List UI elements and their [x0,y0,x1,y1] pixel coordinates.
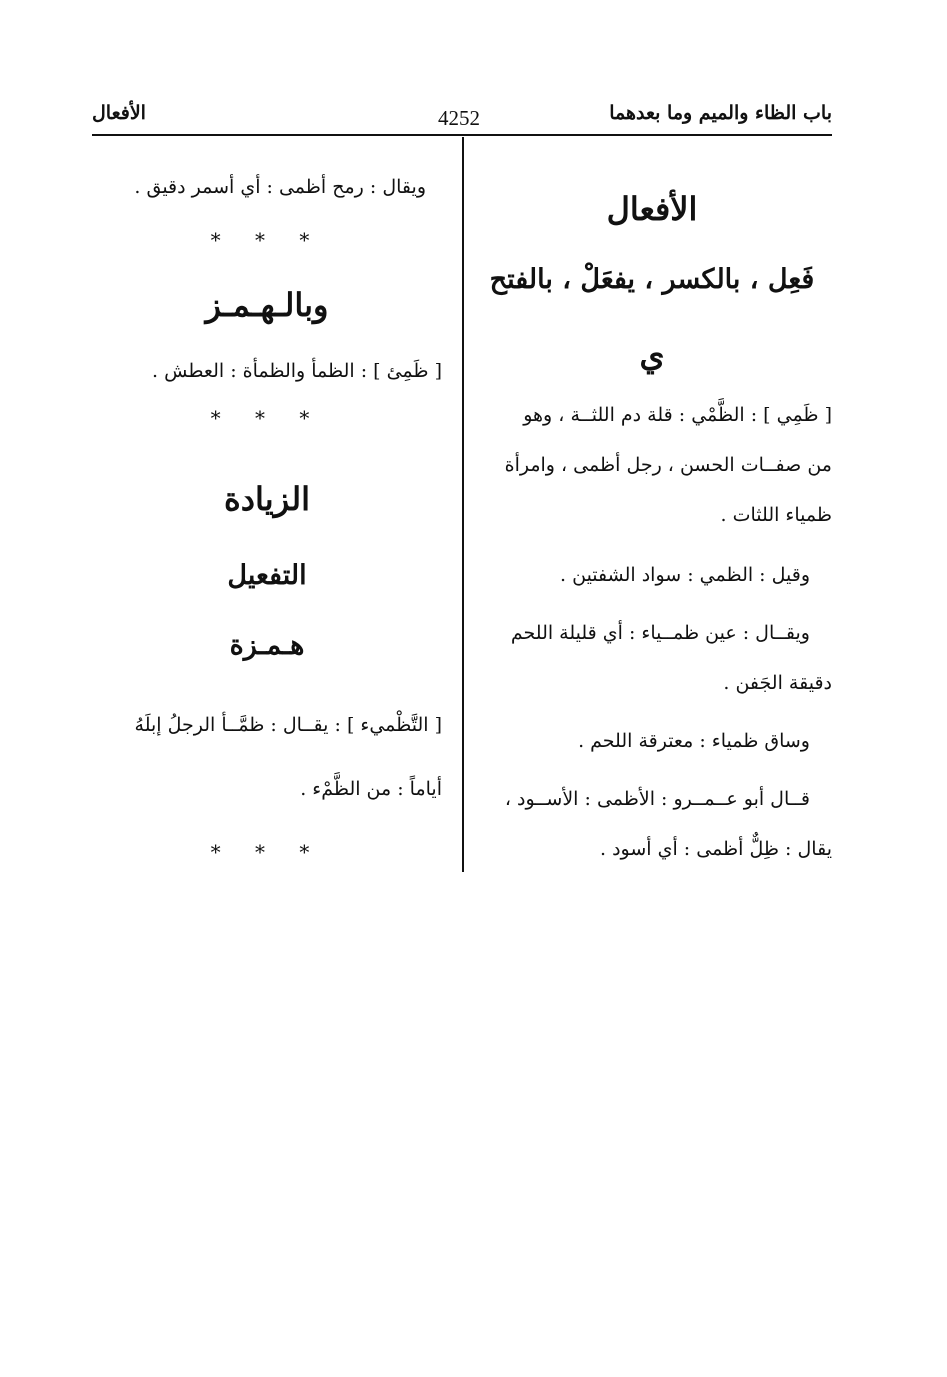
separator-stars-2: * * * [210,406,324,430]
entry-4: وساق ظمياء : معترقة اللحم . [578,730,810,752]
entry-2: وقيل : الظمي : سواد الشفتين . [560,564,810,586]
heading-hamza: هـمـزة [229,630,305,661]
entry-1-line-2: من صفــات الحسن ، رجل أظمى ، وامرأة [504,454,832,476]
entry-hamz: [ ظَمِئ ] : الظمأ والظمأة : العطش . [152,360,442,382]
entry-tazmi-line-1: [ التَّظْميء ] : يقــال : ظمَّــأ الرجلُ إبلَهُ [134,714,442,736]
entry-1-line-1: [ ظَمِي ] : الظَّمْي : قلة دم اللثــة ، وهو [523,404,832,426]
entry-3-line-2: دقيقة الجَفن . [723,672,832,694]
separator-stars-1: * * * [210,228,324,252]
heading-tafil: التفعيل [227,560,307,591]
entry-top: ويقال : رمح أظمى : أي أسمر دقيق . [134,176,426,198]
page-number: 4252 [438,106,480,130]
page-header [92,98,832,138]
separator-stars-3: * * * [210,840,324,864]
heading-pattern: فَعِل ، بالكسر ، يفعَلْ ، بالفتح [489,264,815,295]
column-divider [462,137,464,872]
entry-5-line-1: قــال أبو عــمــرو : الأظمى : الأســود ، [504,788,810,810]
section-title: الأفعال [92,102,146,124]
chapter-title: باب الظاء والميم وما بعدهما [609,102,832,124]
heading-main: الأفعال [606,190,698,228]
entry-1-line-3: ظمياء اللثات . [720,504,832,526]
heading-hamz: وبالـهـمـز [205,286,329,324]
entry-5-line-2: يقال : ظِلٌّ أظمى : أي أسود . [600,838,832,860]
heading-ziyada: الزيادة [224,480,310,518]
entry-3-line-1: ويقــال : عين ظمــياء : أي قليلة اللحم [510,622,810,644]
entry-tazmi-line-2: أياماً : من الظَّمْء . [300,778,442,800]
heading-letter: ي [639,336,665,374]
header-rule [92,134,832,136]
